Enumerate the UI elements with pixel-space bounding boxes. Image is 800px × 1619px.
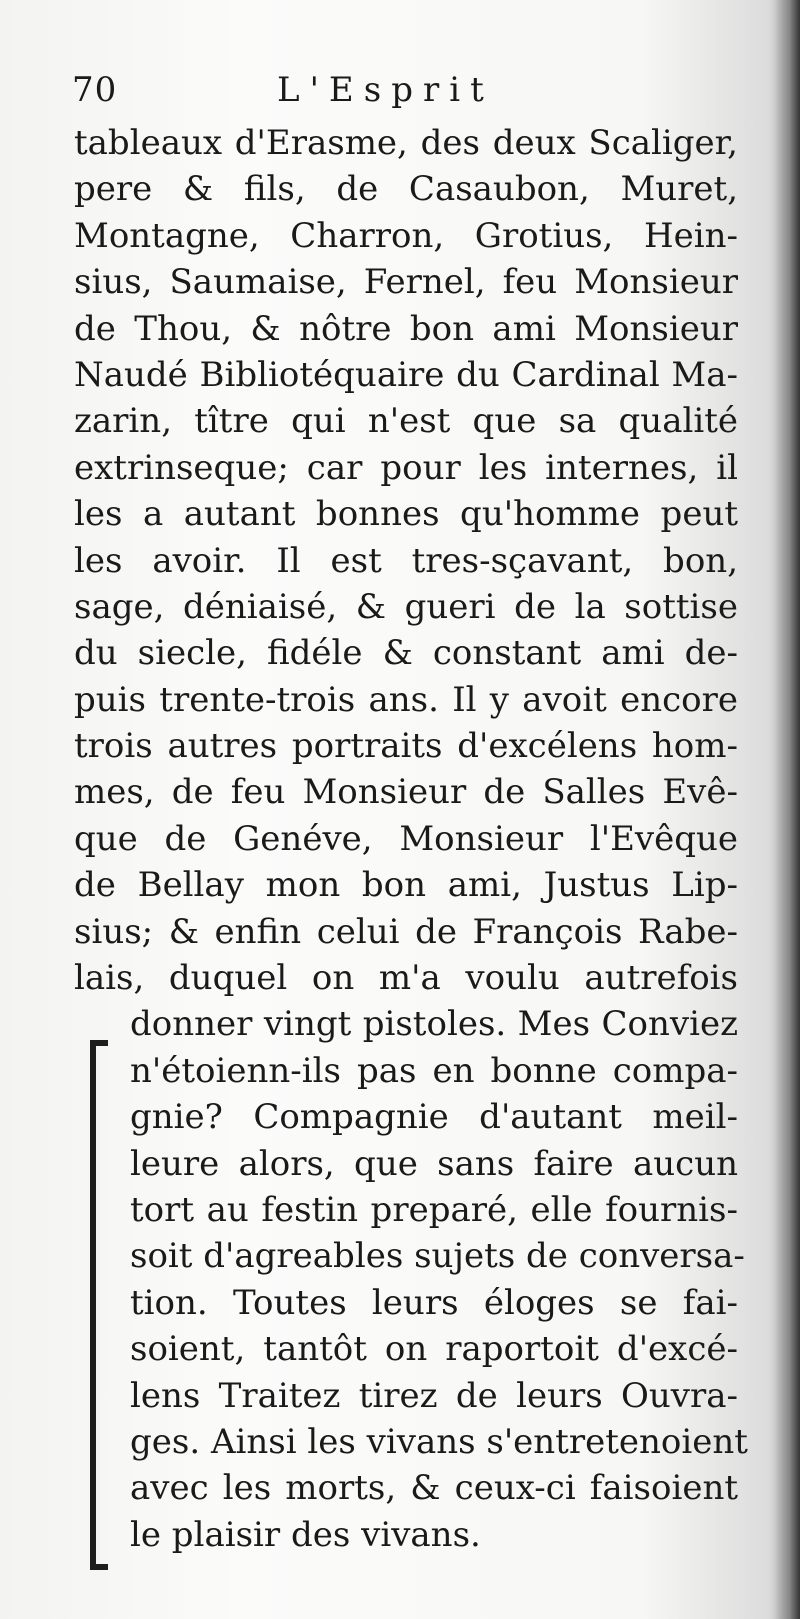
running-head: L'Esprit	[277, 70, 494, 110]
text-line: sius; & enfin celui de François Rabe-	[74, 911, 738, 952]
margin-bracket	[78, 1040, 108, 1570]
text-line: avec les morts, & ceux-ci faisoient	[130, 1468, 738, 1509]
text-line: mes, de feu Monsieur de Salles Evê-	[74, 772, 738, 813]
text-line: de Bellay mon bon ami, Justus Lip-	[74, 865, 738, 906]
text-line: Montagne, Charron, Grotius, Hein-	[74, 215, 738, 256]
text-line: Naudé Bibliotéquaire du Cardinal Ma-	[74, 354, 738, 395]
text-line: sius, Saumaise, Fernel, feu Monsieur	[74, 262, 738, 303]
text-line: pere & fils, de Casaubon, Muret,	[74, 169, 738, 210]
bracket-bar	[90, 1040, 96, 1570]
text-line: que de Genéve, Monsieur l'Evêque	[74, 818, 738, 859]
text-line: le plaisir des vivans.	[130, 1514, 481, 1555]
text-line: tableaux d'Erasme, des deux Scaliger,	[74, 123, 738, 163]
text-line: gnie? Compagnie d'autant meil-	[130, 1097, 738, 1138]
text-line: ges. Ainsi les vivans s'entretenoient	[130, 1421, 748, 1462]
text-line: tort au festin preparé, elle fournis-	[130, 1189, 738, 1230]
page-header	[72, 70, 772, 122]
text-line: extrinseque; car pour les internes, il	[74, 447, 738, 488]
text-line: lais, duquel on m'a voulu autrefois	[74, 958, 738, 999]
text-line: zarin, tître qui n'est que sa qualité	[74, 401, 738, 442]
page-number: 70	[72, 70, 118, 110]
text-line: trois autres portraits d'excélens hom-	[74, 726, 738, 767]
text-line: donner vingt pistoles. Mes Conviez	[130, 1004, 738, 1045]
text-line: leure alors, que sans faire aucun	[130, 1143, 738, 1184]
text-line: tion. Toutes leurs éloges se fai-	[130, 1282, 738, 1323]
text-line: puis trente-trois ans. Il y avoit encore	[74, 679, 738, 720]
text-line: n'étoienn-ils pas en bonne compa-	[130, 1050, 738, 1091]
text-line: du siecle, fidéle & constant ami de-	[74, 633, 738, 674]
text-line: de Thou, & nôtre bon ami Monsieur	[74, 308, 738, 349]
body-text	[74, 120, 748, 1558]
text-line: soient, tantôt on raportoit d'excé-	[130, 1329, 738, 1370]
text-line: les a autant bonnes qu'homme peut	[74, 494, 738, 535]
text-line: lens Traitez tirez de leurs Ouvra-	[130, 1375, 738, 1416]
text-line: sage, déniaisé, & gueri de la sottise	[74, 586, 738, 627]
text-line: les avoir. Il est tres-sçavant, bon,	[74, 540, 738, 581]
bracket-cap-bottom	[90, 1564, 108, 1570]
text-line: soit d'agreables sujets de conversa-	[130, 1236, 745, 1277]
